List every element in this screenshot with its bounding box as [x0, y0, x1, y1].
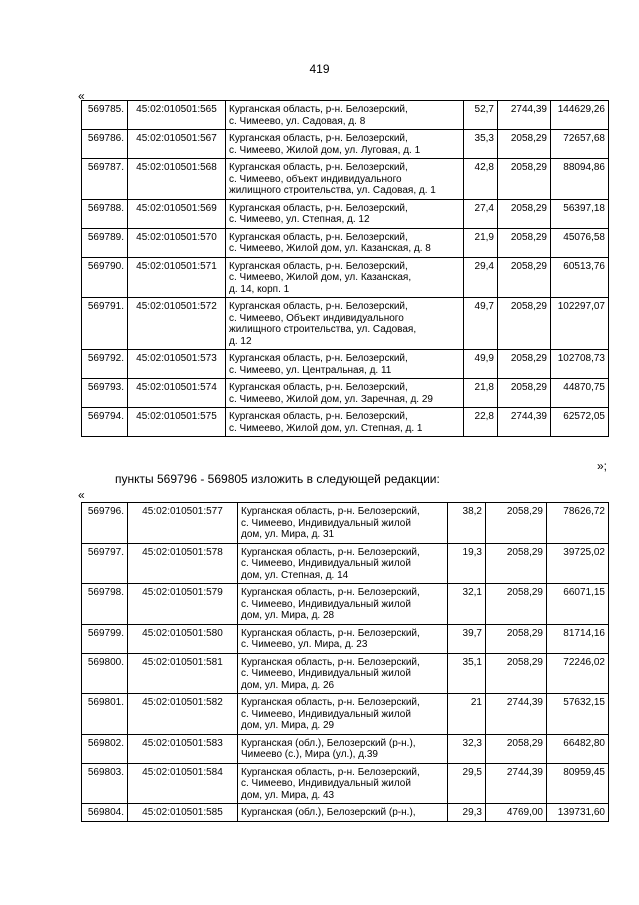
opening-quote-2: « — [78, 488, 85, 502]
address-line: с. Чимеево, Жилой дом, ул. Заречная, д. 29 — [229, 393, 433, 405]
cadastral-number-cell: 45:02:010501:571 — [128, 257, 226, 298]
cadastral-value-cell: 66071,15 — [547, 584, 609, 625]
row-number-cell: 569802. — [82, 734, 128, 763]
address-line: Курганская область, р-н. Белозерский, — [241, 506, 420, 517]
address-cell — [238, 734, 448, 763]
cadastral-value-cell: 44870,75 — [551, 379, 609, 408]
address-line: Курганская область, р-н. Белозерский, — [229, 162, 408, 173]
address-cell — [226, 379, 464, 408]
cadastral-value-cell: 80959,45 — [547, 763, 609, 804]
address-line: дом, ул. Мира, д. 26 — [241, 679, 335, 691]
area-cell: 29,4 — [464, 257, 498, 298]
rate-cell: 2058,29 — [486, 624, 547, 653]
closing-quote: »; — [597, 459, 608, 473]
address-line: с. Чимеево, Индивидуальный жилой — [241, 598, 411, 610]
address-line: Курганская область, р-н. Белозерский, — [241, 697, 420, 708]
rate-cell: 4769,00 — [486, 804, 547, 822]
rate-cell: 2058,29 — [498, 298, 551, 350]
address-cell — [238, 543, 448, 584]
row-number-cell: 569796. — [82, 503, 128, 544]
address-cell — [226, 101, 464, 130]
row-number-cell: 569800. — [82, 653, 128, 694]
table-row — [82, 734, 609, 763]
cadastral-number-cell: 45:02:010501:574 — [128, 379, 226, 408]
table-row — [82, 379, 609, 408]
table-row — [82, 503, 609, 544]
address-cell — [226, 408, 464, 437]
address-line: с. Чимеево, объект индивидуального — [229, 173, 402, 185]
address-line: Курганская область, р-н. Белозерский, — [229, 353, 408, 364]
rate-cell: 2058,29 — [498, 159, 551, 200]
address-line: дом, ул. Мира, д. 29 — [241, 720, 335, 731]
address-line: Курганская область, р-н. Белозерский, — [229, 231, 408, 243]
table-row — [82, 694, 609, 735]
area-cell: 49,7 — [464, 298, 498, 350]
cadastral-value-cell: 139731,60 — [547, 804, 609, 822]
cadastral-number-cell: 45:02:010501:565 — [128, 101, 226, 130]
address-line: д. 12 — [229, 335, 252, 347]
page-number: 419 — [309, 62, 330, 76]
address-line: с. Чимеево, Жилой дом, ул. Казанская, — [229, 272, 412, 283]
cadastral-number-cell: 45:02:010501:579 — [128, 584, 238, 625]
cadastral-number-cell: 45:02:010501:582 — [128, 694, 238, 735]
address-line: с. Чимеево, Индивидуальный жилой — [241, 708, 411, 720]
area-cell: 35,3 — [464, 130, 498, 159]
cadastral-number-cell: 45:02:010501:572 — [128, 298, 226, 350]
cadastral-number-cell: 45:02:010501:575 — [128, 408, 226, 437]
cadastral-value-cell: 72246,02 — [547, 653, 609, 694]
address-line: с. Чимеево, Жилой дом, ул. Степная, д. 1 — [229, 422, 423, 434]
address-line: Курганская (обл.), Белозерский (р-н.), — [241, 737, 416, 749]
area-cell: 49,9 — [464, 350, 498, 379]
cadastral-number-cell: 45:02:010501:569 — [128, 199, 226, 228]
address-line: д. 14, корп. 1 — [229, 283, 290, 295]
address-line: Курганская область, р-н. Белозерский, — [229, 301, 408, 312]
row-number-cell: 569794. — [82, 408, 128, 437]
address-line: с. Чимеево, Индивидуальный жилой — [241, 517, 411, 529]
address-line: с. Чимеево, ул. Центральная, д. 11 — [229, 364, 392, 376]
address-line: дом, ул. Мира, д. 28 — [241, 610, 335, 621]
address-cell — [238, 804, 448, 822]
address-line: дом, ул. Степная, д. 14 — [241, 569, 349, 581]
row-number-cell: 569785. — [82, 101, 128, 130]
area-cell: 32,1 — [448, 584, 486, 625]
address-cell — [238, 503, 448, 544]
area-cell: 38,2 — [448, 503, 486, 544]
address-cell — [226, 199, 464, 228]
address-cell — [226, 257, 464, 298]
address-line: Курганская область, р-н. Белозерский, — [229, 133, 408, 144]
address-line: с. Чимеево, Объект индивидуального — [229, 312, 404, 324]
address-line: Курганская область, р-н. Белозерский, — [241, 627, 420, 639]
cadastral-number-cell: 45:02:010501:583 — [128, 734, 238, 763]
cadastral-number-cell: 45:02:010501:580 — [128, 624, 238, 653]
row-number-cell: 569786. — [82, 130, 128, 159]
rate-cell: 2058,29 — [486, 653, 547, 694]
address-cell — [238, 584, 448, 625]
address-line: с. Чимеево, ул. Мира, д. 23 — [241, 639, 368, 650]
area-cell: 21,8 — [464, 379, 498, 408]
cadastral-number-cell: 45:02:010501:578 — [128, 543, 238, 584]
address-cell — [238, 624, 448, 653]
cadastral-value-cell: 72657,68 — [551, 130, 609, 159]
rate-cell: 2744,39 — [486, 694, 547, 735]
address-line: с. Чимеево, Жилой дом, ул. Луговая, д. 1 — [229, 144, 421, 156]
rate-cell: 2058,29 — [486, 734, 547, 763]
area-cell: 39,7 — [448, 624, 486, 653]
address-line: дом, ул. Мира, д. 31 — [241, 529, 335, 540]
cadastral-value-cell: 102297,07 — [551, 298, 609, 350]
rate-cell: 2058,29 — [498, 228, 551, 257]
cadastral-number-cell: 45:02:010501:573 — [128, 350, 226, 379]
table-row — [82, 350, 609, 379]
cadastral-table-1 — [81, 100, 609, 437]
row-number-cell: 569803. — [82, 763, 128, 804]
cadastral-value-cell: 60513,76 — [551, 257, 609, 298]
row-number-cell: 569793. — [82, 379, 128, 408]
table-row — [82, 228, 609, 257]
address-line: Курганская область, р-н. Белозерский, — [229, 382, 408, 393]
address-line: с. Чимеево, Индивидуальный жилой — [241, 558, 411, 569]
row-number-cell: 569791. — [82, 298, 128, 350]
table-row — [82, 584, 609, 625]
address-line: Курганская область, р-н. Белозерский, — [241, 546, 420, 558]
rate-cell: 2744,39 — [486, 763, 547, 804]
rate-cell: 2744,39 — [498, 101, 551, 130]
address-line: с. Чимеево, Жилой дом, ул. Казанская, д. 8 — [229, 243, 431, 254]
rate-cell: 2058,29 — [486, 584, 547, 625]
area-cell: 22,8 — [464, 408, 498, 437]
cadastral-value-cell: 102708,73 — [551, 350, 609, 379]
area-cell: 29,3 — [448, 804, 486, 822]
address-cell — [226, 159, 464, 200]
address-line: Курганская область, р-н. Белозерский, — [229, 260, 408, 272]
table-row — [82, 408, 609, 437]
address-cell — [226, 130, 464, 159]
table-row — [82, 653, 609, 694]
cadastral-number-cell: 45:02:010501:581 — [128, 653, 238, 694]
area-cell: 21,9 — [464, 228, 498, 257]
table-row — [82, 298, 609, 350]
address-cell — [226, 228, 464, 257]
address-cell — [238, 763, 448, 804]
cadastral-value-cell: 78626,72 — [547, 503, 609, 544]
cadastral-number-cell: 45:02:010501:584 — [128, 763, 238, 804]
cadastral-number-cell: 45:02:010501:568 — [128, 159, 226, 200]
cadastral-value-cell: 62572,05 — [551, 408, 609, 437]
area-cell: 29,5 — [448, 763, 486, 804]
rate-cell: 2058,29 — [498, 350, 551, 379]
address-cell — [226, 298, 464, 350]
row-number-cell: 569804. — [82, 804, 128, 822]
table-row — [82, 101, 609, 130]
cadastral-value-cell: 144629,26 — [551, 101, 609, 130]
row-number-cell: 569787. — [82, 159, 128, 200]
area-cell: 32,3 — [448, 734, 486, 763]
cadastral-number-cell: 45:02:010501:577 — [128, 503, 238, 544]
address-line: Чимеево (с.), Мира (ул.), д.39 — [241, 749, 378, 760]
opening-quote-1: « — [78, 89, 85, 103]
cadastral-table-2 — [81, 502, 609, 822]
address-line: Курганская область, р-н. Белозерский, — [241, 766, 420, 778]
row-number-cell: 569801. — [82, 694, 128, 735]
area-cell: 52,7 — [464, 101, 498, 130]
table-row — [82, 257, 609, 298]
table-row — [82, 624, 609, 653]
address-line: Курганская область, р-н. Белозерский, — [229, 104, 408, 115]
address-line: с. Чимеево, Индивидуальный жилой — [241, 668, 411, 679]
row-number-cell: 569799. — [82, 624, 128, 653]
cadastral-value-cell: 88094,86 — [551, 159, 609, 200]
cadastral-value-cell: 39725,02 — [547, 543, 609, 584]
cadastral-value-cell: 57632,15 — [547, 694, 609, 735]
area-cell: 42,8 — [464, 159, 498, 200]
row-number-cell: 569798. — [82, 584, 128, 625]
table-row — [82, 199, 609, 228]
row-number-cell: 569789. — [82, 228, 128, 257]
row-number-cell: 569790. — [82, 257, 128, 298]
address-cell — [238, 694, 448, 735]
table-row — [82, 130, 609, 159]
cadastral-value-cell: 66482,80 — [547, 734, 609, 763]
address-line: Курганская (обл.), Белозерский (р-н.), — [241, 807, 416, 818]
cadastral-value-cell: 56397,18 — [551, 199, 609, 228]
row-number-cell: 569788. — [82, 199, 128, 228]
cadastral-value-cell: 81714,16 — [547, 624, 609, 653]
address-line: с. Чимеево, ул. Степная, д. 12 — [229, 214, 370, 225]
area-cell: 35,1 — [448, 653, 486, 694]
row-number-cell: 569792. — [82, 350, 128, 379]
address-line: жилищного строительства, ул. Садовая, д. 1 — [229, 185, 436, 196]
cadastral-number-cell: 45:02:010501:567 — [128, 130, 226, 159]
rate-cell: 2058,29 — [498, 257, 551, 298]
rate-cell: 2058,29 — [498, 130, 551, 159]
table-row — [82, 159, 609, 200]
rate-cell: 2058,29 — [498, 379, 551, 408]
cadastral-value-cell: 45076,58 — [551, 228, 609, 257]
table-row — [82, 763, 609, 804]
area-cell: 19,3 — [448, 543, 486, 584]
table-row — [82, 543, 609, 584]
address-line: с. Чимеево, ул. Садовая, д. 8 — [229, 115, 366, 127]
cadastral-number-cell: 45:02:010501:585 — [128, 804, 238, 822]
table-row — [82, 804, 609, 822]
rate-cell: 2058,29 — [498, 199, 551, 228]
address-line: Курганская область, р-н. Белозерский, — [241, 587, 420, 598]
area-cell: 27,4 — [464, 199, 498, 228]
rate-cell: 2058,29 — [486, 543, 547, 584]
address-line: с. Чимеево, Индивидуальный жилой — [241, 778, 411, 789]
address-cell — [226, 350, 464, 379]
area-cell: 21 — [448, 694, 486, 735]
address-line: дом, ул. Мира, д. 43 — [241, 789, 335, 801]
address-line: Курганская область, р-н. Белозерский, — [229, 411, 408, 422]
address-line: Курганская область, р-н. Белозерский, — [229, 202, 408, 214]
amendment-instruction: пункты 569796 - 569805 изложить в следующей редакции: — [115, 472, 440, 486]
address-line: Курганская область, р-н. Белозерский, — [241, 656, 420, 668]
address-line: жилищного строительства, ул. Садовая, — [229, 324, 417, 335]
cadastral-number-cell: 45:02:010501:570 — [128, 228, 226, 257]
address-cell — [238, 653, 448, 694]
rate-cell: 2744,39 — [498, 408, 551, 437]
row-number-cell: 569797. — [82, 543, 128, 584]
rate-cell: 2058,29 — [486, 503, 547, 544]
